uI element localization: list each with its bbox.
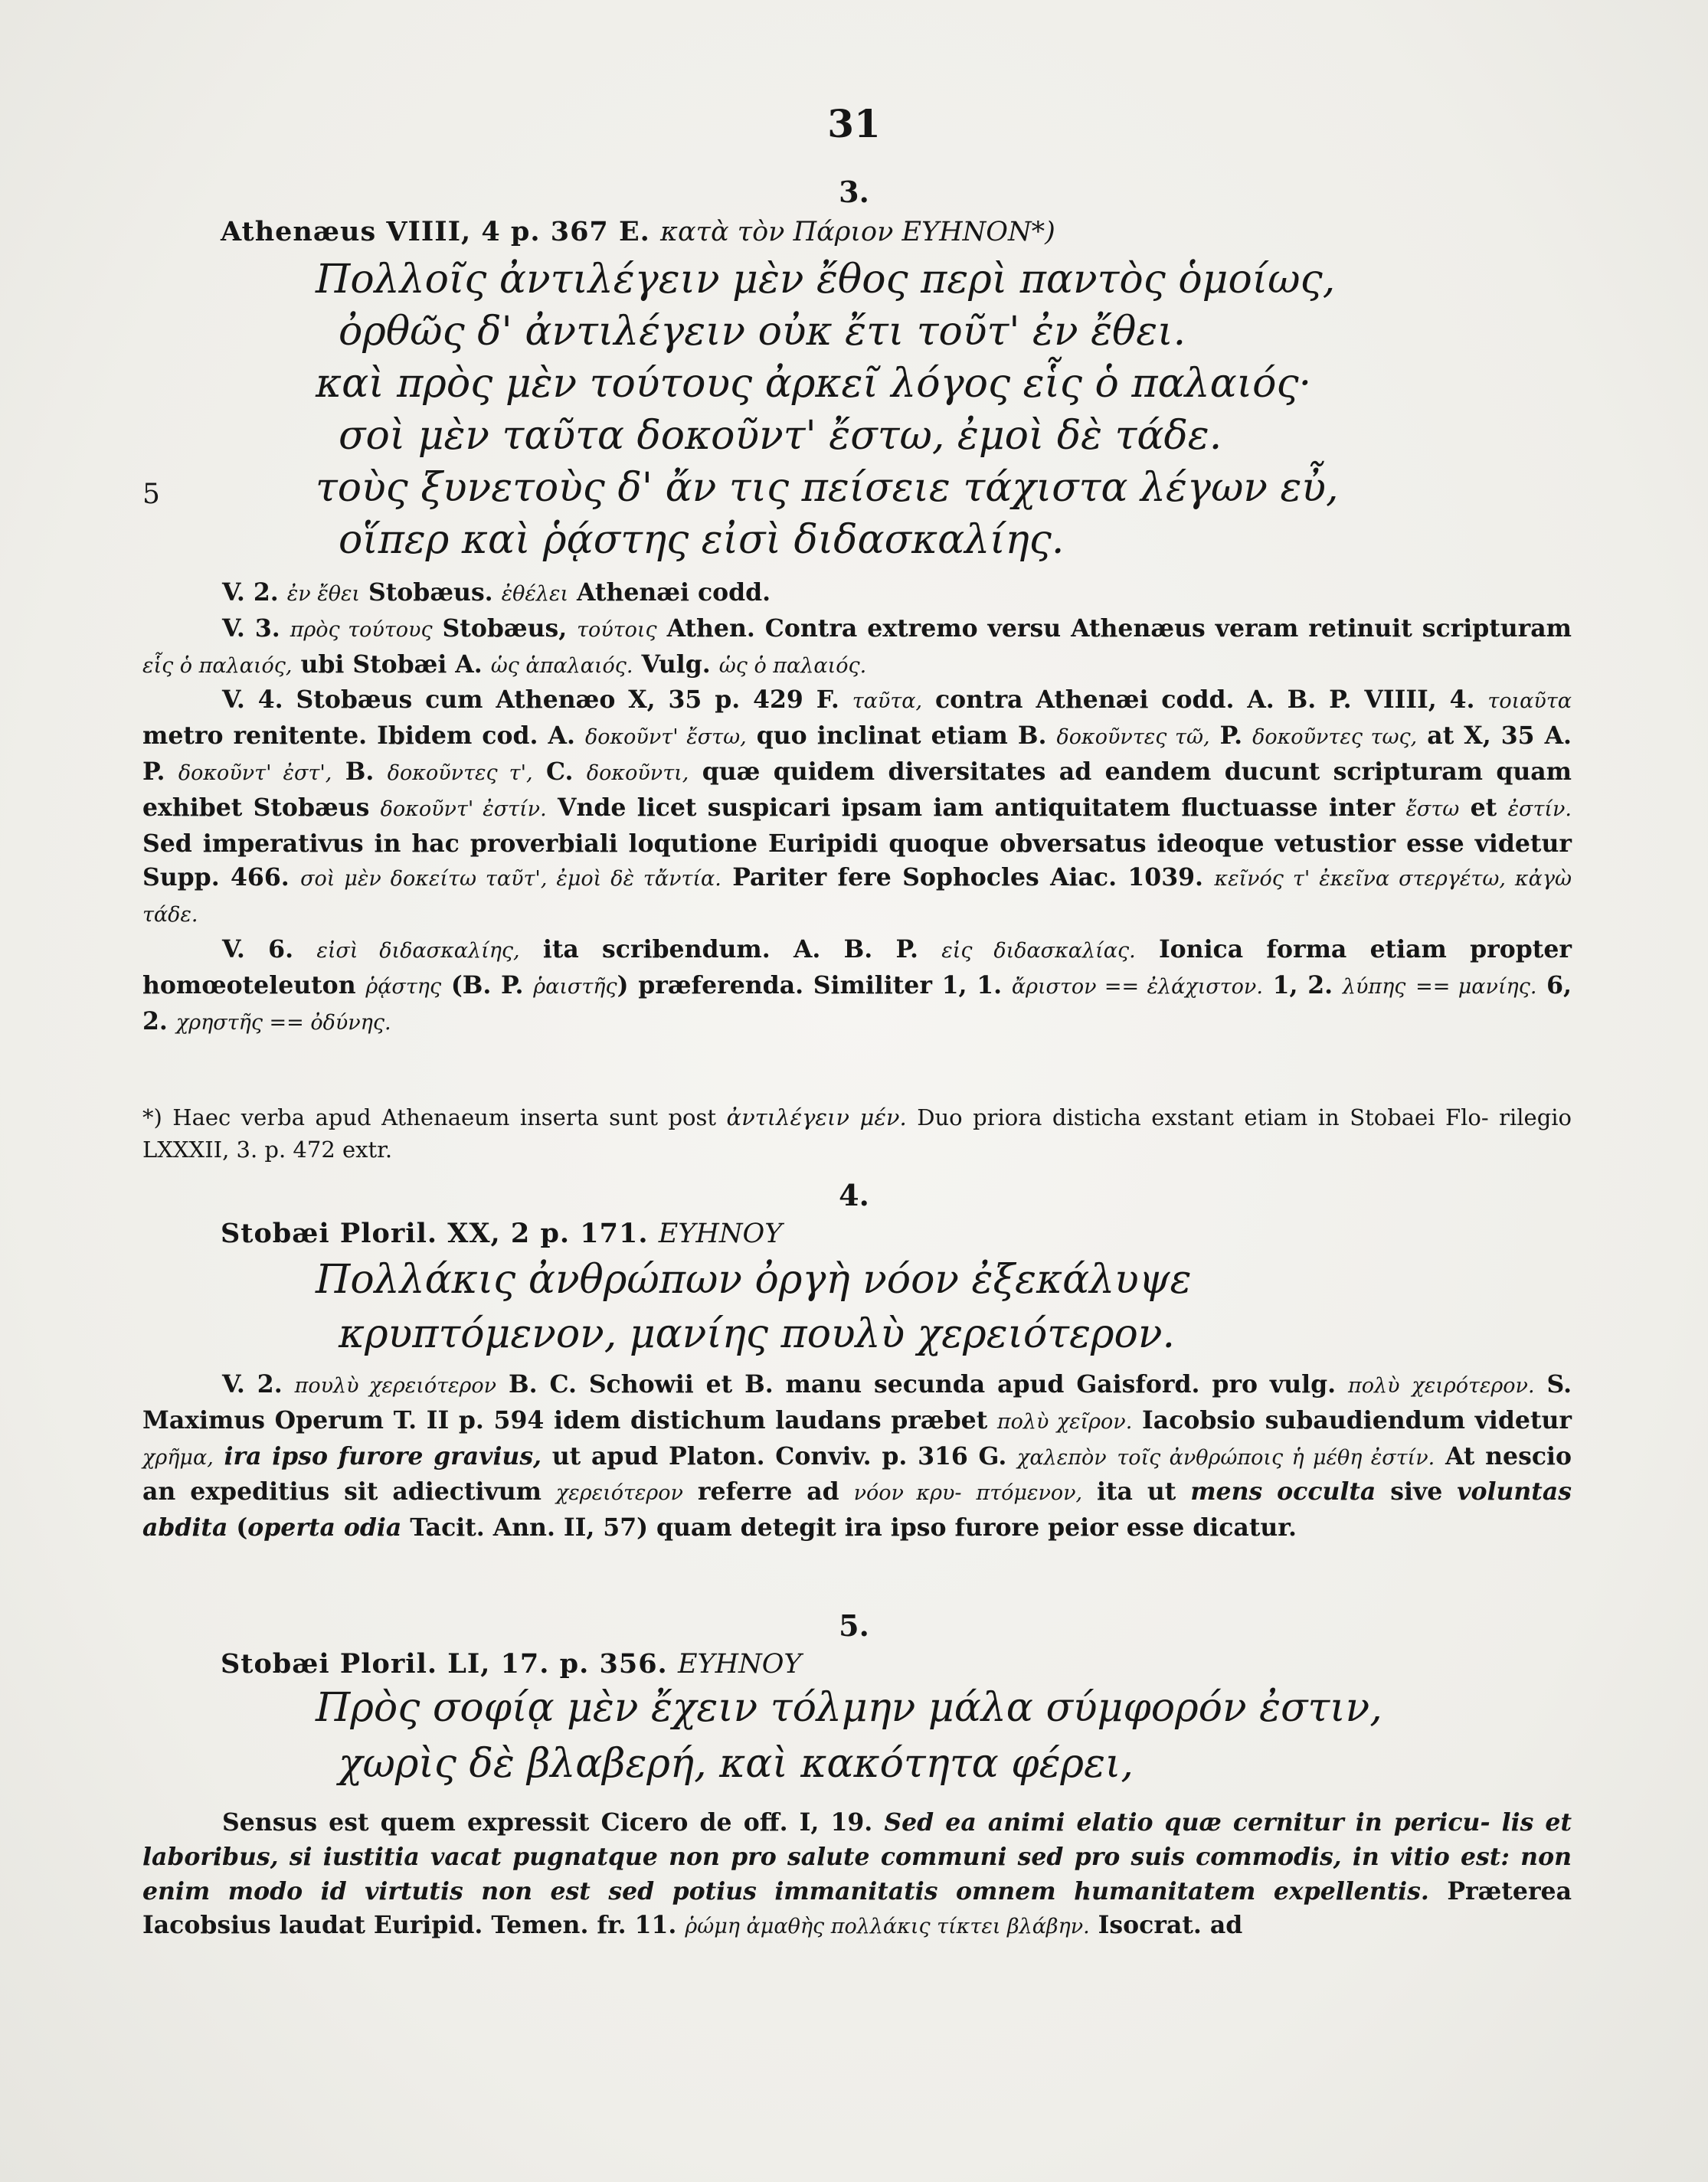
greek-quote: λύπης — [1342, 974, 1406, 999]
text-run: quo inclinat etiam B. — [746, 721, 1057, 751]
verse-line: κρυπτόμενον, μανίης πουλὺ χερειότερον. — [339, 1311, 1175, 1357]
text-run: B. — [332, 757, 388, 786]
text-run: Iacobsio — [1132, 1405, 1256, 1434]
source-greek: ΕΥΗΝΟΥ — [677, 1649, 802, 1680]
commentary-paragraph — [142, 933, 1572, 1040]
text-run: ) præferenda. Similiter 1, 1. — [617, 970, 1012, 999]
greek-quote: ἔστω — [1405, 797, 1460, 821]
greek-quote: δοκοῦντες τως, — [1252, 725, 1418, 750]
text-run: Pariter fere Sophocles Aiac. 1039. — [732, 863, 1215, 892]
latin-italic: mens occulta — [1190, 1477, 1376, 1506]
text-run: Athenæi codd. — [568, 578, 771, 607]
text-run: metro renitente. Ibidem cod. A. — [142, 721, 585, 751]
text-run: 6, 2. — [142, 970, 1572, 1035]
text-run: referre ad — [682, 1477, 854, 1506]
text-run: contra Athenæi codd. A. B. P. VIIII, — [922, 685, 1437, 715]
greek-quote: ταῦτα, — [852, 689, 923, 714]
text-run: 1, 2. — [1262, 970, 1343, 999]
greek-quote: χρηστῆς == ὀδύνης. — [175, 1010, 391, 1035]
text-run: At nescio an expeditius sit adiectivum — [142, 1441, 1572, 1506]
greek-quote: χειρότερον. — [1412, 1374, 1535, 1398]
text-run: rilegio LXXXII, 3. p. 472 extr. — [142, 1104, 1572, 1163]
greek-quote: δοκοῦντ' ἔστω, — [584, 725, 747, 750]
entry-number: 3. — [839, 175, 869, 209]
greek-quote: σοὶ μὲν δοκείτω ταῦτ', ἐμοὶ δὲ τἄντία. — [300, 867, 721, 891]
text-run: eandem ducunt scripturam quam exhibet Stobæus — [142, 757, 1572, 822]
source-reference: Athenæus VIIII, 4 p. 367 E. — [221, 216, 650, 247]
text-run: Tacit. Ann. II, 57) quam detegit ira — [401, 1513, 882, 1542]
greek-quote: πτόμενον, — [976, 1481, 1083, 1506]
text-run: et — [1459, 793, 1508, 822]
text-run: ubi Stobæi A. — [292, 649, 491, 679]
entry-number: 4. — [839, 1178, 869, 1212]
source-reference: Stobæi Ploril. XX, 2 p. 171. — [221, 1218, 649, 1249]
greek-quote: εἷς ὁ παλαιός, — [142, 653, 293, 678]
text-run: scripturam — [1422, 613, 1572, 643]
text-run: Duo priora disticha exstant etiam in Stobaei Flo- — [906, 1104, 1489, 1130]
text-run: quæ quidem diversitates ad — [689, 757, 1092, 786]
source-greek: κατὰ τὸν Πάριον ΕΥΗΝΟΝ*) — [660, 217, 1055, 247]
source-citation — [221, 1648, 802, 1680]
greek-quote: == μανίης. — [1415, 974, 1537, 999]
greek-quote: πολὺ — [1347, 1374, 1400, 1398]
latin-italic: ira ipso furore gravius, — [224, 1441, 542, 1470]
text-run: V. 2. — [222, 1370, 295, 1399]
source-citation — [221, 1218, 782, 1249]
text-run: Isocrat. ad — [1089, 1911, 1243, 1940]
line-marker: 5 — [142, 479, 160, 510]
greek-quote: ὡς ἁπαλαιός. — [490, 653, 633, 678]
commentary-paragraph — [142, 612, 1572, 684]
latin-italic: est: non enim modo id virtutis non est sed potius immanitatis omnem humanitatem expellentis. — [142, 1842, 1572, 1906]
greek-quote: ἐστίν. — [1507, 797, 1572, 821]
text-run: ipso furore peior esse dicatur. — [890, 1513, 1297, 1542]
verse-line: Πρὸς σοφίᾳ μὲν ἔχειν τόλμην μάλα σύμφορόν ἐστιν, — [316, 1685, 1382, 1731]
greek-quote: ῥᾴστης — [365, 974, 442, 999]
greek-quote: κεῖνός τ' ἐκεῖνα στεργέτω, κἀγὼ τάδε. — [142, 867, 1572, 927]
text-run: sive — [1376, 1477, 1458, 1506]
text-run: Vulg. — [633, 649, 719, 679]
greek-quote: ἄριστον == ἐλάχιστον. — [1011, 974, 1263, 999]
entry-number: 5. — [839, 1608, 869, 1643]
text-run: ( — [227, 1513, 248, 1542]
greek-quote: τοῖς ἀνθρώποις ἡ μέθη ἐστίν. — [1117, 1445, 1435, 1470]
text-run: Vnde licet suspicari ipsam iam — [546, 793, 984, 822]
text-run: Præterea Iacobsius laudat Euripid. Temen. fr. 11. — [142, 1876, 1572, 1940]
page-number: 31 — [827, 101, 881, 146]
greek-quote: πολὺ χεῖρον. — [996, 1409, 1133, 1434]
text-run: V. 4. Stobæus cum Athenæo X, 35 p. 429 F. — [222, 685, 852, 715]
latin-italic: Sed ea animi elatio quæ cernitur in pericu- — [884, 1808, 1490, 1837]
commentary — [142, 1806, 1572, 1945]
greek-quote: δοκοῦντ' ἐστ', — [178, 761, 332, 785]
text-run: subaudiendum videtur — [1265, 1405, 1572, 1434]
greek-quote: ῥώμη ἀμαθὴς πολλάκις τίκτει βλάβην. — [685, 1915, 1090, 1939]
commentary-paragraph — [142, 1368, 1572, 1546]
commentary-paragraph — [142, 683, 1572, 933]
greek-quote: δοκοῦντες τ', — [387, 761, 533, 785]
verse-line: Πολλοῖς ἀντιλέγειν μὲν ἔθος περὶ παντὸς ὁμοίως, — [316, 257, 1336, 303]
text-run: V. 2. — [222, 578, 287, 607]
commentary-paragraph — [142, 576, 1572, 612]
text-run: quoque obversatus ideoque vetustior esse videtur Supp. 466. — [142, 829, 1572, 892]
text-run: Sed imperativus in hac proverbiali loqutione Euripidi — [142, 829, 879, 858]
greek-quote: εἰς διδασκαλίας. — [941, 938, 1136, 963]
text-run: V. 3. — [222, 613, 290, 643]
greek-quote: χαλεπὸν — [1017, 1445, 1107, 1470]
text-run: S. Maximus Operum T. II p. 594 idem distichum laudans præbet — [142, 1370, 1572, 1434]
text-run: Ionica forma etiam propter — [1135, 934, 1572, 963]
text-run: C. — [532, 757, 587, 786]
text-run: ut apud Platon. Conviv. p. 316 G. — [542, 1441, 1018, 1470]
greek-quote: εἰσὶ διδασκαλίης, — [316, 938, 520, 963]
greek-quote: τοιαῦτα — [1487, 689, 1572, 714]
greek-quote: πρὸς τούτους — [290, 617, 433, 642]
verse-line: οἵπερ καὶ ῥᾴστης εἰσὶ διδασκαλίης. — [339, 517, 1065, 563]
text-run: Sensus est quem expressit Cicero de off. I, 19. — [222, 1808, 885, 1837]
commentary — [142, 576, 1572, 1040]
latin-italic: lis et laboribus, si iustitia vacat pugnatque non pro salute communi sed pro suis commodis, in vitio — [142, 1808, 1572, 1871]
text-run: *) Haec verba apud Athenaeum inserta sunt post — [142, 1104, 727, 1130]
greek-quote: νόον κρυ- — [853, 1481, 962, 1506]
verse-line: Πολλάκις ἀνθρώπων ὀργὴ νόον ἐξεκάλυψε — [316, 1257, 1192, 1303]
verse-line: ὀρθῶς δ' ἀντιλέγειν οὐκ ἔτι τοῦτ' ἐν ἔθει. — [339, 309, 1186, 355]
greek-quote: πουλὺ χερειότερον — [294, 1374, 497, 1398]
latin-italic: operta odia — [247, 1513, 402, 1542]
greek-quote: ῥαιστῆς — [533, 974, 617, 999]
text-run — [214, 1442, 224, 1470]
commentary — [142, 1368, 1572, 1546]
source-citation — [221, 216, 1055, 247]
latin-italic: voluntas abdita — [142, 1477, 1572, 1542]
greek-quote: ἐθέλει — [501, 582, 569, 606]
greek-quote: δοκοῦντες τῶ, — [1056, 725, 1210, 750]
text-run: B. C. Schowii et B. manu secunda apud Gaisford. pro vulg. — [496, 1370, 1348, 1399]
greek-quote: χρῆμα, — [142, 1445, 214, 1470]
text-run: V. 6. — [222, 934, 317, 963]
greek-quote: δοκοῦντ' ἐστίν. — [380, 797, 547, 821]
greek-quote: χερειότερον — [555, 1481, 683, 1506]
footnote — [142, 1101, 1572, 1166]
greek-quote: τούτοις — [577, 617, 657, 642]
text-run: antiquitatem fluctuasse inter — [994, 793, 1406, 822]
verse-line: χωρὶς δὲ βλαβερή, καὶ κακότητα φέρει, — [339, 1741, 1134, 1787]
source-greek: ΕΥΗΝΟΥ — [658, 1219, 783, 1249]
verse-line: καὶ πρὸς μὲν τούτους ἀρκεῖ λόγος εἷς ὁ παλαιός· — [316, 361, 1312, 407]
text-run: Athen. Contra extremo versu Athenæus veram retinuit — [656, 613, 1412, 643]
text-run: ita scribendum. A. B. P. — [519, 934, 942, 963]
text-run: homœoteleuton — [142, 970, 366, 999]
text-run: at X, 35 A. P. — [142, 721, 1572, 786]
verse-line: τοὺς ξυνετοὺς δ' ἄν τις πείσειε τάχιστα λέγων εὖ, — [316, 465, 1339, 511]
text-run: ita ut — [1082, 1477, 1191, 1506]
source-reference: Stobæi Ploril. LI, 17. p. 356. — [221, 1648, 668, 1680]
greek-quote: ὡς ὁ παλαιός. — [718, 653, 867, 678]
verse-line: σοὶ μὲν ταῦτα δοκοῦντ' ἔστω, ἐμοὶ δὲ τάδε. — [339, 413, 1222, 459]
commentary-paragraph — [142, 1806, 1572, 1945]
greek-quote: δοκοῦντι, — [586, 761, 689, 785]
text-run: P. — [1209, 721, 1243, 751]
text-run: (B. P. — [441, 970, 534, 999]
greek-quote: ἀντιλέγειν μέν. — [726, 1104, 907, 1130]
text-run: 4. — [1449, 685, 1488, 715]
text-run: Stobæus. — [360, 578, 502, 607]
text-run: Stobæus, — [432, 613, 578, 643]
greek-quote: ἐν ἔθει — [286, 582, 361, 606]
